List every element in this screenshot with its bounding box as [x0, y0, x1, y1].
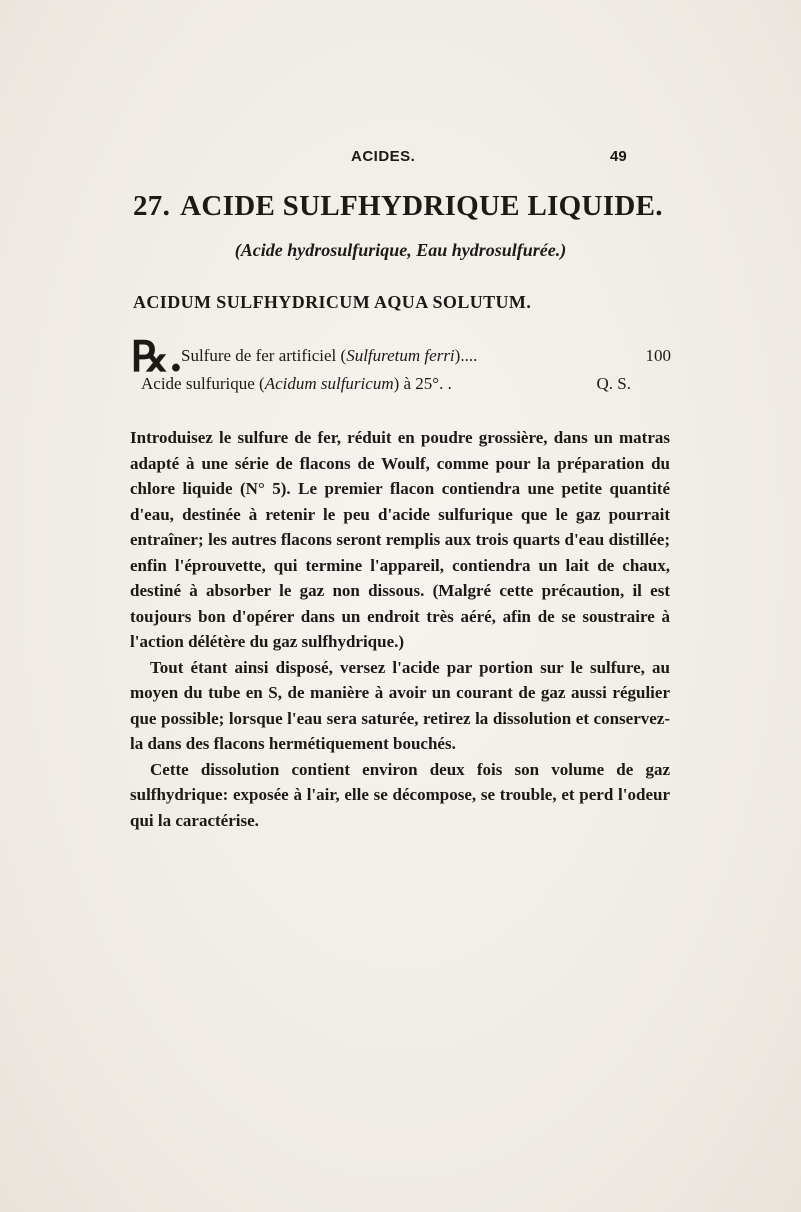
- synonyms: (Acide hydrosulfurique, Eau hydrosulfurée.): [234, 240, 567, 260]
- running-head: [0, 148, 801, 170]
- latin-name: ACIDUM SULFHYDRICUM AQUA SOLUTUM.: [133, 292, 532, 312]
- recipe: [131, 332, 671, 416]
- ingredient-latin: Acidum sulfuricum: [264, 374, 394, 393]
- ingredient-row: [141, 374, 631, 394]
- recipe-symbol: ℞.: [131, 332, 184, 381]
- paragraph: Introduisez le sulfure de fer, réduit en poudre grossière, dans un matras adapté à une série de flacons de Woulf, comme pour la préparation du chlore liquide (N° 5). Le premier flacon contiendra une petite quantité d'eau, destinée à retenir le peu d'acide sulfurique que le gaz pourrait entraîner; les autres flacons seront remplis aux trois quarts d'eau distillée; enfin l'éprouvette, qui termine l'appareil, contiendra un lait de chaux, destiné à absorber le gaz non dissous. (Malgré cette précaution, il est toujours bon d'opérer dans un endroit très aéré, afin de se soustraire à l'action délétère du gaz sulfhydrique.): [130, 428, 670, 651]
- ingredient-quantity: Q. S.: [596, 374, 631, 393]
- ingredient-row: [181, 346, 671, 366]
- paragraph: Cette dissolution contient environ deux fois son volume de gaz sulfhydrique: exposée à l'air, elle se décompose, se trouble, et perd l'odeur qui la caractérise.: [130, 759, 670, 830]
- section-number: 27.: [133, 190, 171, 222]
- running-head-title: ACIDES.: [351, 148, 416, 165]
- paragraph: Tout étant ainsi disposé, versez l'acide par portion sur le sulfure, au moyen du tube en S, de manière à avoir un courant de gaz aussi régulier que possible; lorsque l'eau sera saturée, retirez la dissolution et conservez-la dans des flacons hermétiquement bouchés.: [130, 657, 670, 753]
- section-title-text: ACIDE SULFHYDRIQUE LIQUIDE.: [180, 190, 663, 222]
- ingredient-quantity: 100: [645, 346, 671, 365]
- body-text: [130, 425, 670, 833]
- ingredient-name: Acide sulfurique (: [141, 374, 265, 393]
- section-title: [133, 190, 693, 223]
- ingredient-latin: Sulfuretum ferri: [346, 346, 455, 365]
- ingredient-name: Sulfure de fer artificiel (: [181, 346, 347, 365]
- page-number: 49: [610, 148, 627, 165]
- ingredient-suffix: ) à 25°. .: [393, 374, 452, 393]
- ingredient-suffix: )....: [454, 346, 478, 365]
